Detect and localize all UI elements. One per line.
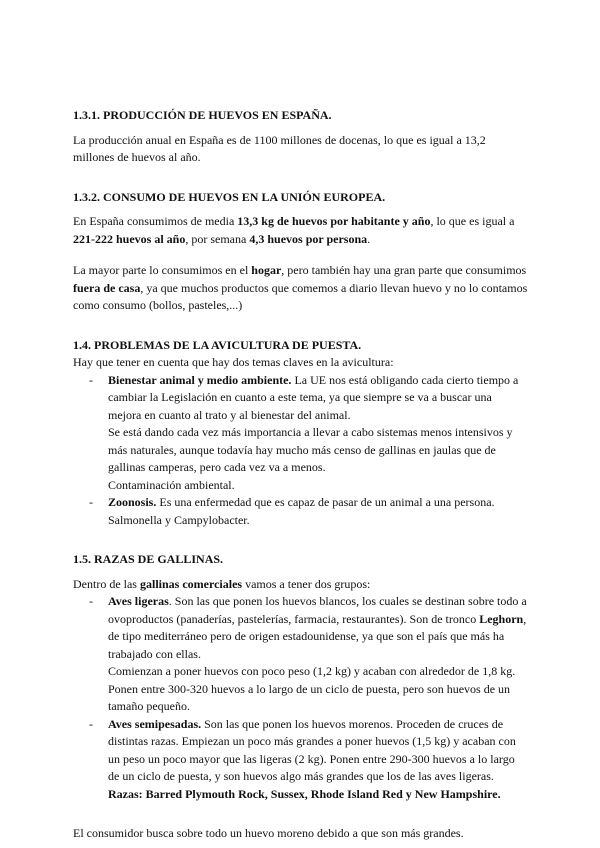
paragraph-problemas-intro: Hay que tener en cuenta que hay dos temas claves en la avicultura:: [73, 355, 394, 369]
list-item-aves-semipesadas: - Aves semipesadas. Son las que ponen los huevos morenos. Proceden de cruces de distintas razas. Empiezan un poco más grandes a poner huevos (1,5 kg) y acaban con un peso un poco mayor que las ligeras (2 kg). Ponen entre 290-300 huevos a lo largo de un ciclo de puesta, y son huevos algo más grandes que los de las aves ligeras. Razas: Barred Plymouth Rock, Sussex, Rhode Island Red y New Hampshire.: [89, 716, 516, 801]
heading-produccion: 1.3.1. PRODUCCIÓN DE HUEVOS EN ESPAÑA.: [73, 108, 332, 122]
list-item-aves-ligeras: - Aves ligeras. Son las que ponen los huevos blancos, los cuales se destinan sobre todo a ovoproductos (panaderías, pastelerías, farmacia, restaurantes). Son de tronco Leghorn, de tipo mediterráneo pero de origen estadounidense, ya que son el país que más ha trabajado con ellas. Comienzan a poner huevos con poco peso (1,2 kg) y acaban con alrededor de 1,8 kg. Ponen entre 300-320 huevos a lo largo de un ciclo de puesta, pero son huevos de un tamaño pequeño.: [89, 594, 527, 713]
heading-consumo: 1.3.2. CONSUMO DE HUEVOS EN LA UNIÓN EUROPEA.: [73, 189, 386, 204]
paragraph-consumo-media: En España consumimos de media 13,3 kg de huevos por habitante y año, lo que es igual a 221-222 huevos al año, por semana 4,3 huevos por persona.: [73, 214, 515, 246]
paragraph-closing: El consumidor busca sobre todo un huevo moreno debido a que son más grandes.: [73, 826, 464, 840]
dash-bullet: -: [89, 372, 93, 387]
paragraph-razas-intro: Dentro de las gallinas comerciales vamos a tener dos grupos:: [73, 576, 371, 591]
paragraph-produccion: La producción anual en España es de 1100 millones de docenas, lo que es igual a 13,2 millones de huevos al año.: [73, 132, 486, 164]
list-problemas: [73, 372, 528, 530]
razas-list: Razas: Barred Plymouth Rock, Sussex, Rhode Island Red y New Hampshire.: [108, 786, 501, 801]
paragraph-consumo-hogar: La mayor parte lo consumimos en el hogar, pero también hay una gran parte que consumimos fuera de casa, ya que muchos productos que comemos a diario llevan huevo y no lo contamos como consumo (bollos, pasteles,...): [73, 263, 528, 312]
dash-bullet: -: [89, 495, 93, 509]
document-body: [73, 107, 528, 843]
list-razas: [73, 593, 528, 803]
list-item-bienestar: - Bienestar animal y medio ambiente. La UE nos está obligando cada cierto tiempo a cambiar la Legislación en cuanto a este tema, ya que siempre se va a buscar una mejora en cuanto al trato y al bienestar del animal. Se está dando cada vez más importancia a llevar a cabo sistemas menos intensivos y más naturales, aunque todavía hay mucho más censo de gallinas en jaulas que de gallinas camperas, pero cada vez va a menos. Contaminación ambiental.: [89, 372, 519, 492]
heading-problemas: 1.4. PROBLEMAS DE LA AVICULTURA DE PUESTA.: [73, 337, 362, 352]
heading-razas: 1.5. RAZAS DE GALLINAS.: [73, 552, 224, 566]
dash-bullet: -: [89, 716, 93, 731]
dash-bullet: -: [89, 594, 93, 608]
list-item-zoonosis: - Zoonosis. Es una enfermedad que es capaz de pasar de un animal a una persona. Salmonella y Campylobacter.: [89, 495, 495, 527]
